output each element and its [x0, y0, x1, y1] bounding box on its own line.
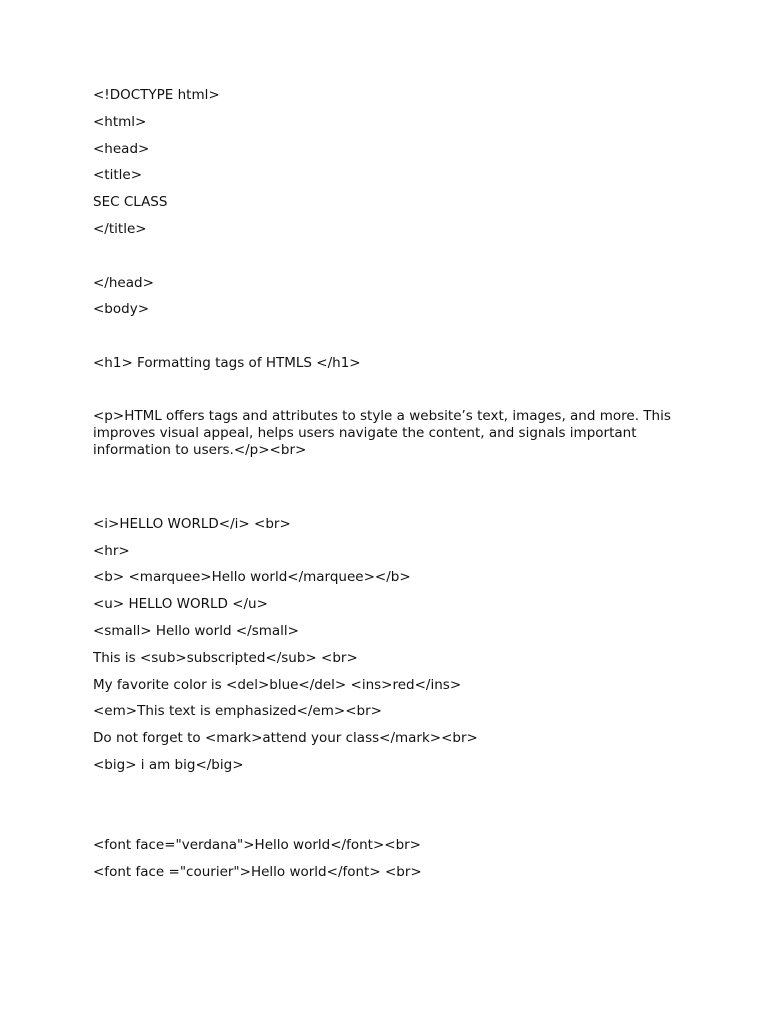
doc-line: <i>HELLO WORLD</i> <br>	[93, 515, 291, 532]
blank-line	[93, 810, 673, 837]
document-page	[93, 86, 673, 890]
doc-line: <font face="verdana">Hello world</font><br>	[93, 837, 421, 854]
doc-line: <title>	[93, 167, 143, 184]
blank-line	[93, 488, 673, 515]
doc-line: </title>	[93, 220, 147, 237]
doc-line: <h1> Formatting tags of HTMLS </h1>	[93, 354, 361, 371]
doc-line: <u> HELLO WORLD </u>	[93, 596, 268, 613]
blank-line	[93, 247, 673, 274]
doc-line: <!DOCTYPE html>	[93, 87, 220, 103]
blank-line	[93, 381, 673, 408]
doc-line: <body>	[93, 301, 150, 318]
doc-line: <b> <marquee>Hello world</marquee></b>	[93, 569, 411, 586]
doc-line: <html>	[93, 113, 147, 130]
doc-line: <hr>	[93, 542, 130, 559]
doc-line: SEC CLASS	[93, 194, 168, 211]
doc-line: <font face ="courier">Hello world</font> <br>	[93, 864, 422, 881]
doc-line: <head>	[93, 140, 150, 157]
doc-line: <big> i am big</big>	[93, 756, 244, 773]
doc-line: This is <sub>subscripted</sub> <br>	[93, 649, 358, 666]
doc-line: Do not forget to <mark>attend your class</mark><br>	[93, 730, 478, 747]
doc-line: <em>This text is emphasized</em><br>	[93, 703, 382, 720]
blank-line	[93, 783, 673, 810]
paragraph-block	[93, 408, 673, 462]
blank-line	[93, 327, 673, 354]
blank-line	[93, 461, 673, 488]
doc-line: <small> Hello world </small>	[93, 622, 299, 639]
doc-line: My favorite color is <del>blue</del> <ins>red</ins>	[93, 676, 462, 693]
doc-line: </head>	[93, 274, 154, 291]
doc-paragraph: <p>HTML offers tags and attributes to style a website’s text, images, and more. This improves visual appeal, helps users navigate the content, and signals important information to users.</p><br>	[93, 407, 671, 458]
